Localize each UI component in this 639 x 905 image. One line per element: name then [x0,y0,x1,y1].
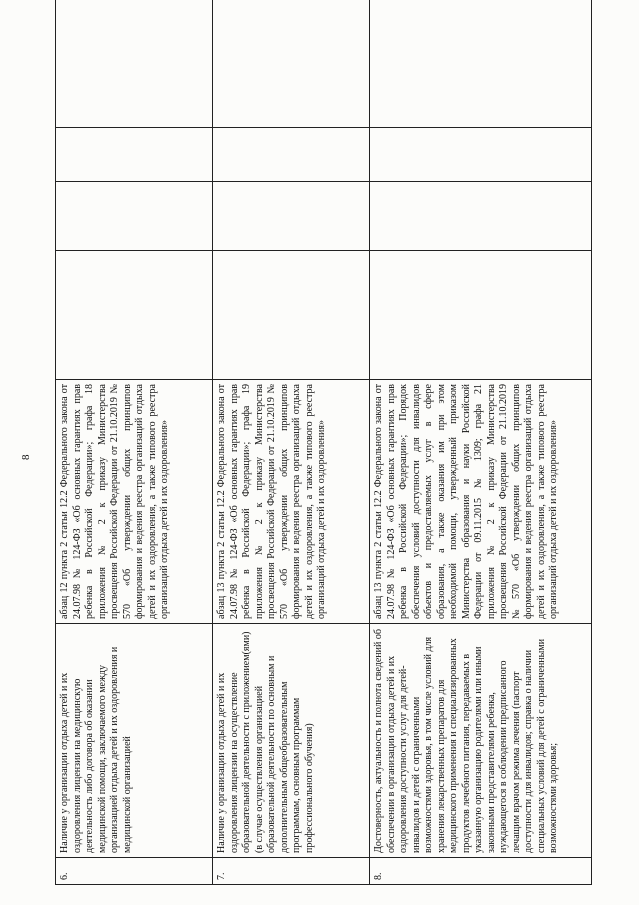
criteria-table [55,0,592,885]
empty-cell [213,0,370,128]
row-number: 8. [370,858,592,885]
empty-cell [213,128,370,182]
empty-cell [370,251,592,380]
table-row [56,0,213,885]
criterion-cell: Наличие у организации отдыха детей и их оздоровления лицензии на медицинскую деятельность либо договора об оказании медицинской помощи, заключаемого между организацией отдыха детей и их оздоровления и медицинской организацией [56,624,213,858]
criterion-cell: Достоверность, актуальность и полнота сведений об обеспечении в организации отдыха детей и их оздоровления доступности услуг для детей-инвалидов и детей с ограниченными возможностями здоровья, в том числе условий для хранения лекарственных препаратов для медицинского применения и специализированных продуктов лечебного питания, передаваемых в указанную организацию родителями или иными законными представителями ребенка, нуждающегося в соблюдении предписанного лечащим врачом режима лечения (паспорт доступности для инвалидов; справка о наличии специальных условий для детей с ограниченными возможностями здоровья; [370,624,592,858]
empty-cell [370,182,592,251]
legal-basis-cell: абзац 13 пункта 2 статьи 12.2 Федерального закона от 24.07.98 № 124-ФЗ «Об основных гарантиях прав ребенка в Российской Федерации»; графа 19 приложения № 2 к приказу Министерства просвещения Российской Федерации от 21.10.2019 № 570 «Об утверждении общих принципов формирования и ведения реестра организаций отдыха детей и их оздоровления, а также типового реестра организаций отдыха детей и их оздоровления» [213,380,370,624]
legal-basis-cell: абзац 13 пункта 2 статьи 12.2 Федерального закона от 24.07.98 № 124-ФЗ «Об основных гарантиях прав ребенка в Российской Федерации»; Порядок обеспечения условий доступности для инвалидов объектов и предоставляемых услуг в сфере образования, а также оказания им при этом необходимой помощи, утвержденный приказом Министерства образования и науки Российской Федерации от 09.11.2015 № 1309; графа 21 приложения № 2 к приказу Министерства просвещения Российской Федерации от 21.10.2019 №570 «Об утверждении общих принципов формирования и ведения реестра организаций отдыха детей и их оздоровления, а также типового реестра организаций отдыха детей и их оздоровления» [370,380,592,624]
empty-cell [56,251,213,380]
criterion-cell: Наличие у организации отдыха детей и их оздоровления лицензии на осуществление образовательной деятельности с приложением(ями) (в случае осуществления организацией образовательной деятельности по основным и дополнительным общеобразовательным программам, основным программам профессионального обучения) [213,624,370,858]
empty-cell [370,128,592,182]
empty-cell [370,0,592,128]
row-number: 7. [213,858,370,885]
empty-cell [213,182,370,251]
table-row [213,0,370,885]
legal-basis-cell: абзац 12 пункта 2 статьи 12.2 Федерального закона от 24.07.98 № 124-ФЗ «Об основных гарантиях прав ребенка в Российской Федерации»; графа 18 приложения № 2 к приказу Министерства просвещения Российской Федерации от 21.10.2019 № 570 «Об утверждении общих принципов формирования и ведения реестра организаций отдыха детей и их оздоровления, а также типового реестра организаций отдыха детей и их оздоровления» [56,380,213,624]
table-row [370,0,592,885]
empty-cell [56,0,213,128]
empty-cell [213,251,370,380]
row-number: 6. [56,858,213,885]
rotated-table-container [45,0,610,905]
empty-cell [56,128,213,182]
page-number: 8 [20,454,32,460]
empty-cell [56,182,213,251]
